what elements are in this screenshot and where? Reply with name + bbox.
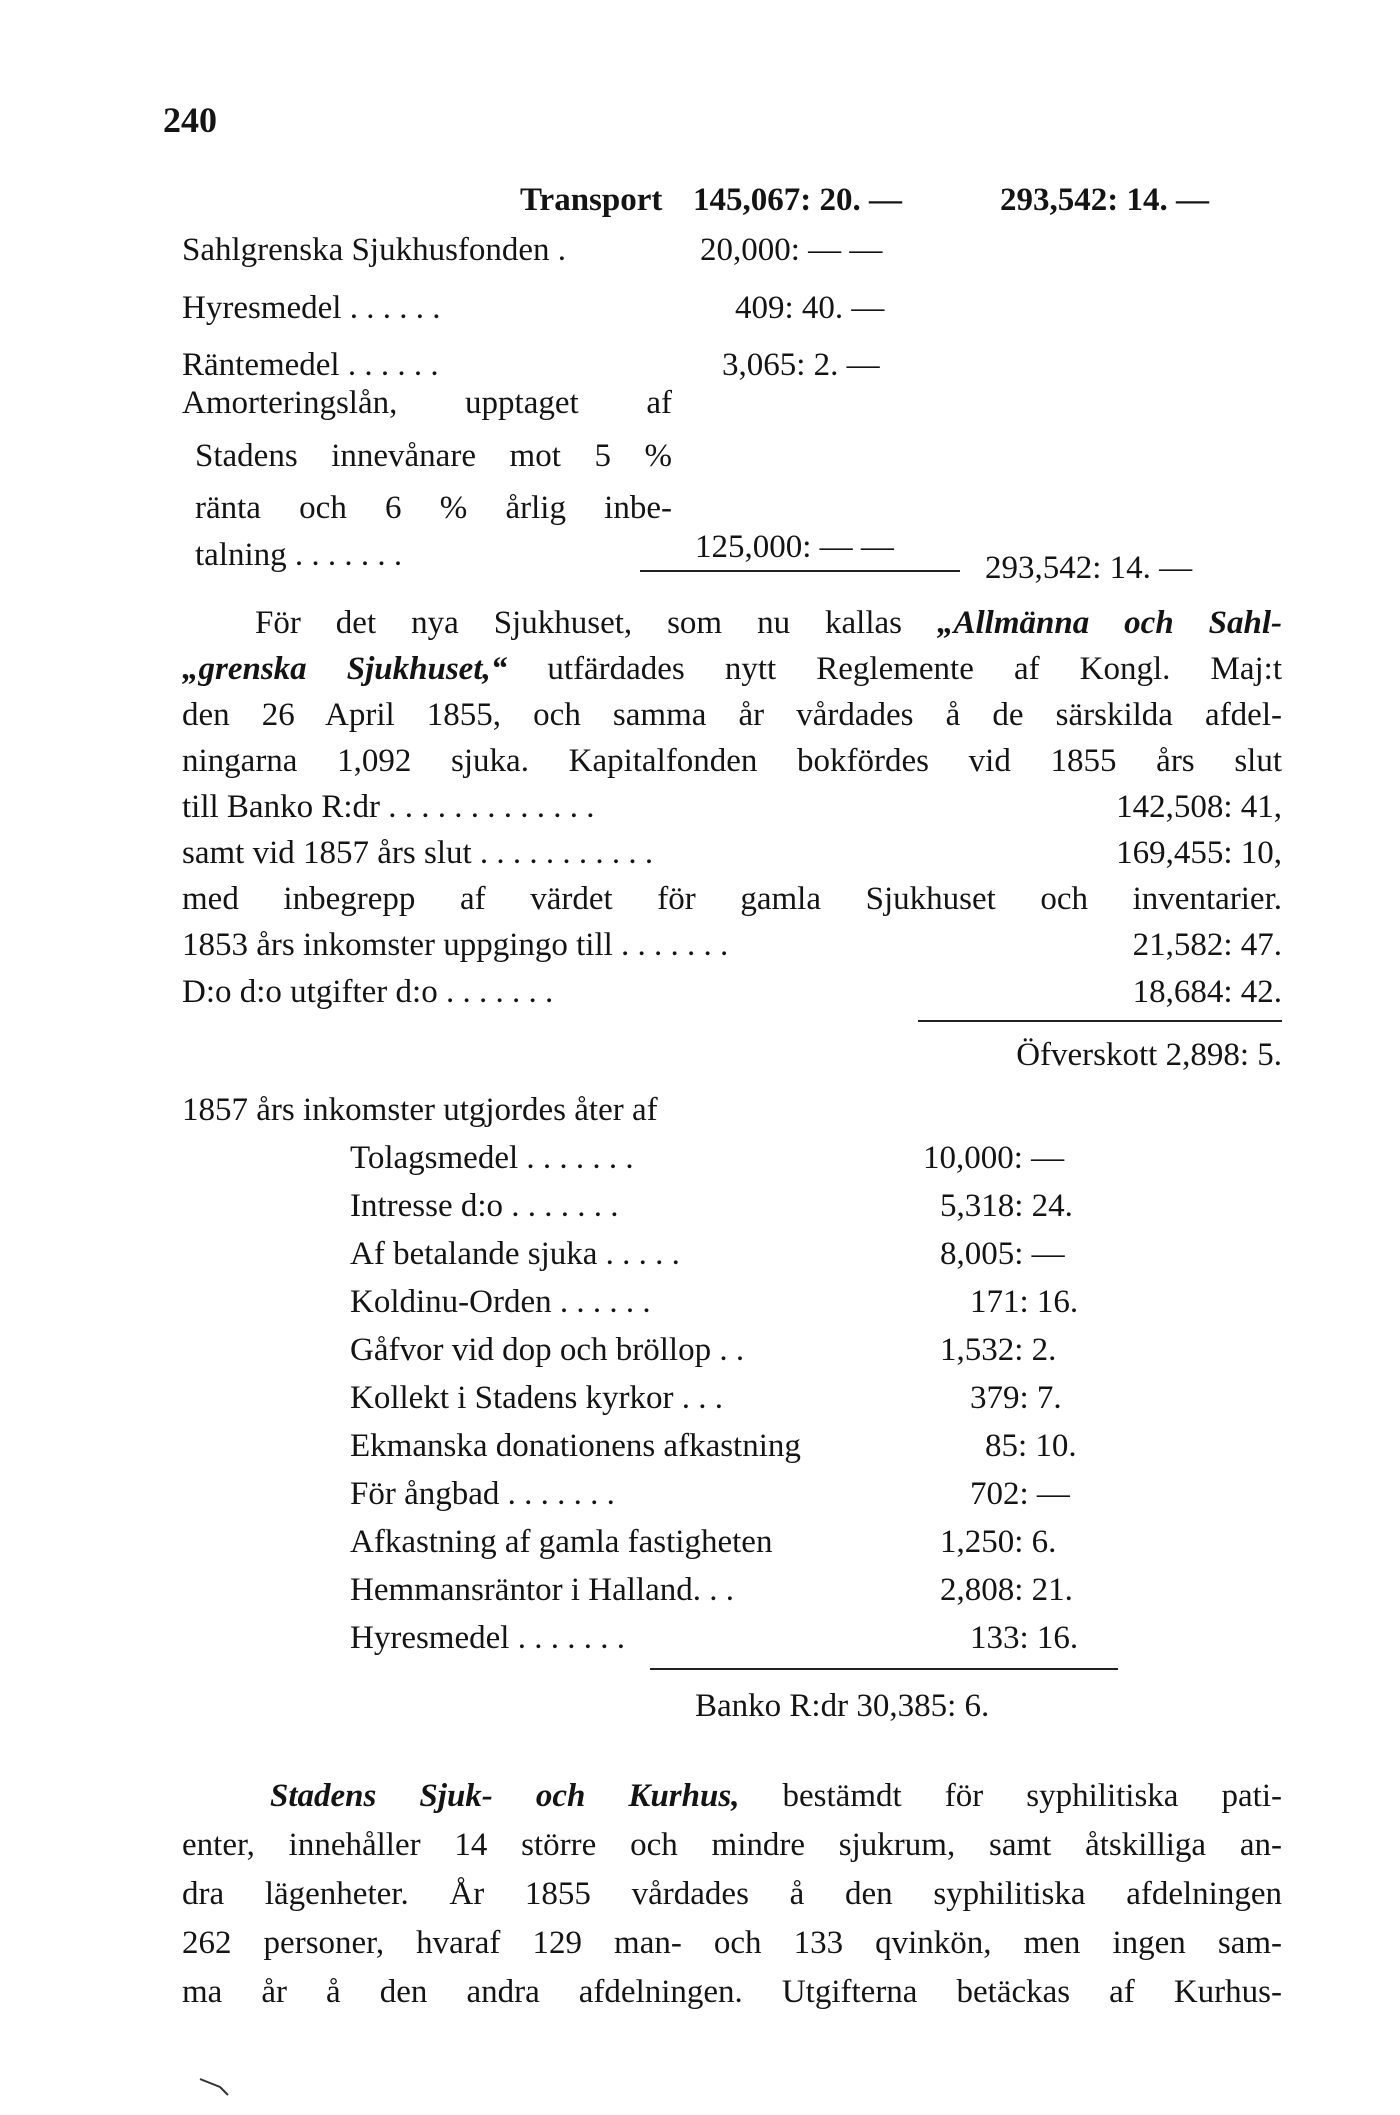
para1-text: utfärdades nytt Reglemente af Kongl. Maj:t [507, 651, 1282, 687]
paragraph-line [270, 1773, 1282, 1819]
income-value: 133: 16. [970, 1620, 1079, 1656]
income-label: Intresse d:o . . . . . . . [350, 1188, 619, 1224]
income-value: 1,250: 6. [940, 1524, 1057, 1560]
income-label: Kollekt i Stadens kyrkor . . . [350, 1380, 724, 1416]
paragraph-line: ningarna 1,092 sjuka. Kapitalfonden bokfördes vid 1855 års slut [182, 743, 1282, 779]
income-label: Hemmansräntor i Halland. . . [350, 1572, 734, 1608]
top-item-label: Räntemedel . . . . . . [182, 347, 439, 383]
para2-italic: Stadens Sjuk- och Kurhus, [270, 1778, 740, 1814]
para1-italic: „grenska Sjukhuset,“ [182, 651, 508, 687]
ledger-label: 1853 års inkomster uppgingo till . . . . . . . [182, 927, 729, 963]
ledger-value: 21,582: 47. [1132, 927, 1282, 963]
top-item-value: 3,065: 2. — [722, 347, 880, 383]
top-item-label: Hyresmedel . . . . . . [182, 290, 441, 326]
amort-line: Stadens innevånare mot 5 % [195, 438, 672, 474]
ledger-label: D:o d:o utgifter d:o . . . . . . . [182, 974, 554, 1010]
amort-line: talning . . . . . . . [195, 537, 403, 573]
income-value: 5,318: 24. [940, 1188, 1073, 1224]
amort-line: ränta och 6 % årlig inbe- [195, 490, 672, 526]
income-label: Gåfvor vid dop och bröllop . . [350, 1332, 745, 1368]
income-value: 2,808: 21. [940, 1572, 1073, 1608]
amort-value: 125,000: — — [695, 529, 894, 565]
income-label: Koldinu-Orden . . . . . . [350, 1284, 651, 1320]
para2-text: bestämdt för syphilitiska pati- [739, 1778, 1282, 1814]
amort-total: 293,542: 14. — [985, 550, 1193, 586]
income-value: 10,000: — [923, 1140, 1065, 1176]
surplus-line: Öfverskott 2,898: 5. [1016, 1037, 1282, 1073]
income-heading: 1857 års inkomster utgjordes åter af [182, 1092, 658, 1128]
para1-text: För det nya Sjukhuset, som nu kallas [255, 605, 937, 641]
amort-line: Amorteringslån, upptaget af [182, 385, 672, 421]
income-total-rule [650, 1668, 1118, 1670]
top-item-label: Sahlgrenska Sjukhusfonden . [182, 232, 567, 268]
para1-italic: „Allmänna och Sahl- [936, 605, 1282, 641]
income-label: Ekmanska donationens afkastning [350, 1428, 801, 1464]
paragraph-line: med inbegrepp af värdet för gamla Sjukhuset och inventarier. [182, 881, 1282, 917]
paragraph-line: ma år å den andra afdelningen. Utgifterna betäckas af Kurhus- [182, 1974, 1282, 2010]
paragraph-line [255, 600, 1282, 646]
paragraph-line [182, 646, 1282, 692]
ledger-label: till Banko R:dr . . . . . . . . . . . . . [182, 789, 595, 825]
ledger-label: samt vid 1857 års slut . . . . . . . . . . . [182, 835, 654, 871]
top-item-value: 409: 40. — [735, 290, 885, 326]
transport-value-b: 293,542: 14. — [1000, 182, 1209, 218]
income-value: 85: 10. [985, 1428, 1077, 1464]
paragraph-line: enter, innehåller 14 större och mindre sjukrum, samt åtskilliga an- [182, 1827, 1282, 1863]
income-value: 8,005: — [940, 1236, 1065, 1272]
transport-value-a: 145,067: 20. — [693, 182, 902, 218]
surplus-rule [918, 1020, 1282, 1022]
paragraph-line: dra lägenheter. År 1855 vårdades å den syphilitiska afdelningen [182, 1876, 1282, 1912]
amort-rule [640, 570, 960, 572]
income-label: För ångbad . . . . . . . [350, 1476, 615, 1512]
income-label: Af betalande sjuka . . . . . [350, 1236, 680, 1272]
income-value: 1,532: 2. [940, 1332, 1057, 1368]
income-value: 702: — [970, 1476, 1070, 1512]
income-label: Tolagsmedel . . . . . . . [350, 1140, 634, 1176]
income-value: 379: 7. [970, 1380, 1062, 1416]
top-item-value: 20,000: — — [700, 232, 883, 268]
stray-mark-icon [198, 2075, 234, 2099]
transport-label: Transport [520, 182, 663, 218]
paragraph-line: 262 personer, hvaraf 129 man- och 133 qvinkön, men ingen sam- [182, 1925, 1282, 1961]
paragraph-line: den 26 April 1855, och samma år vårdades å de särskilda afdel- [182, 697, 1282, 733]
income-value: 171: 16. [970, 1284, 1079, 1320]
ledger-value: 18,684: 42. [1132, 974, 1282, 1010]
income-label: Hyresmedel . . . . . . . [350, 1620, 625, 1656]
page-number: 240 [163, 100, 217, 140]
income-label: Afkastning af gamla fastigheten [350, 1524, 773, 1560]
ledger-value: 142,508: 41, [1116, 789, 1282, 825]
income-total: Banko R:dr 30,385: 6. [695, 1688, 990, 1724]
ledger-value: 169,455: 10, [1116, 835, 1282, 871]
